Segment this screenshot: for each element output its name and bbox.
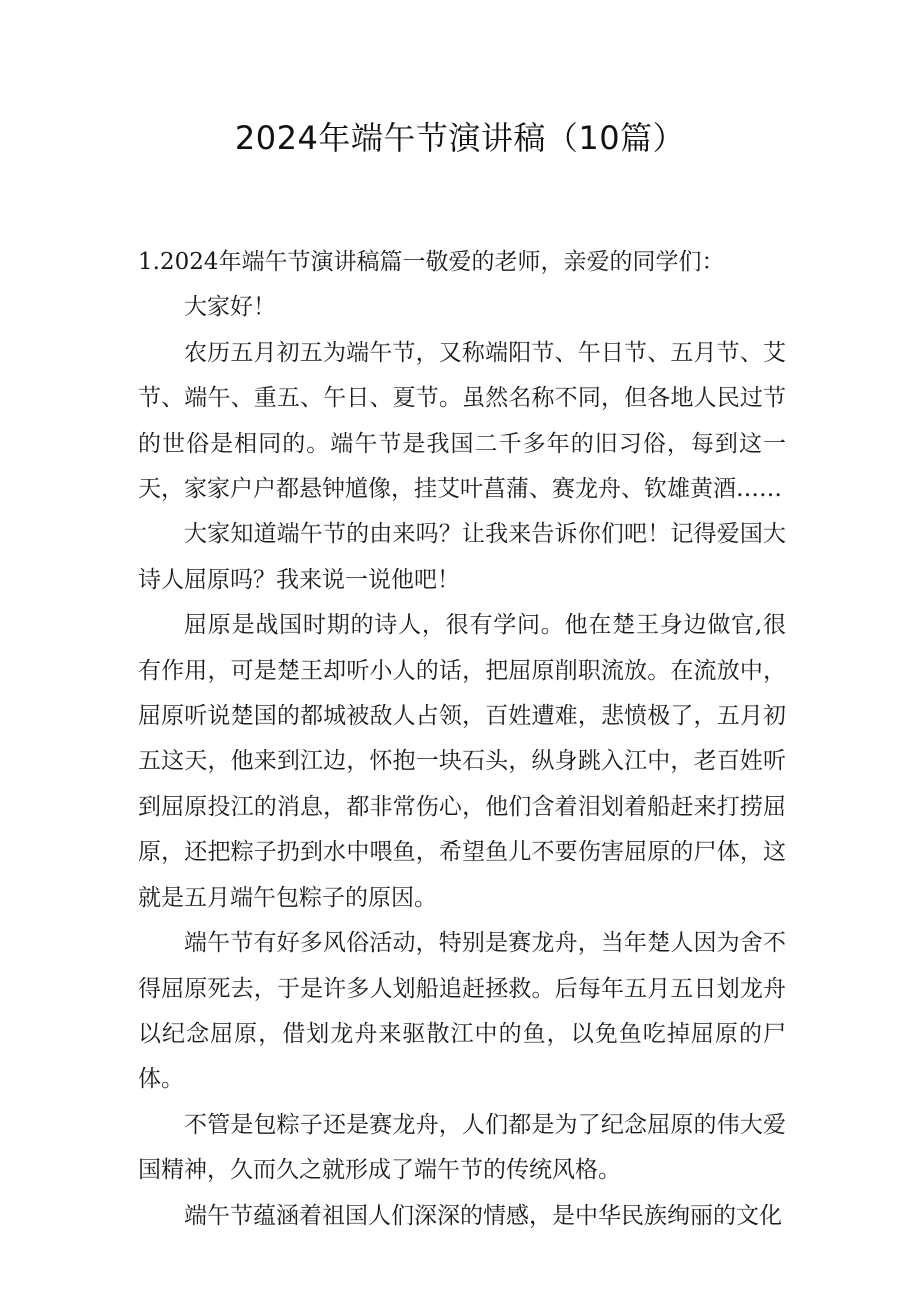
document-title: 2024年端午节演讲稿（10篇） (234, 119, 686, 157)
paragraph-festival-names: 农历五月初五为端午节，又称端阳节、午日节、五月节、艾节、端午、重五、午日、夏节。虽然名称不同，但各地人民过节的世俗是相同的。端午节是我国二千多年的旧习俗，每到这一天，家家户户都悬钟馗像，挂艾叶菖蒲、赛龙舟、钦雄黄酒…… (138, 339, 786, 503)
paragraph-commemoration: 不管是包粽子还是赛龙舟，人们都是为了纪念屈原的伟大爱国精神，久而久之就形成了端午节的传统风格。 (138, 1111, 786, 1184)
paragraph-culture: 端午节蕴涵着祖国人们深深的情感，是中华民族绚丽的文化 (184, 1202, 782, 1229)
document-body (138, 240, 786, 1239)
paragraph-greeting: 大家好！ (184, 294, 276, 321)
paragraph-dragon-boat: 端午节有好多风俗活动，特别是赛龙舟，当年楚人因为舍不得屈原死去，于是许多人划船追赶拯救。后每年五月五日划龙舟以纪念屈原，借划龙舟来驱散江中的鱼，以免鱼吃掉屈原的尸体。 (138, 930, 786, 1093)
paragraph-origin-question: 大家知道端午节的由来吗？让我来告诉你们吧！记得爱国大诗人屈原吗？我来说一说他吧！ (138, 521, 786, 593)
paragraph-heading-line: 1.2024年端午节演讲稿篇一敬爱的老师，亲爱的同学们： (138, 249, 725, 275)
paragraph-qu-yuan-story: 屈原是战国时期的诗人，很有学问。他在楚王身边做官,很有作用，可是楚王却听小人的话，把屈原削职流放。在流放中，屈原听说楚国的都城被敌人占领，百姓遭难，悲愤极了，五月初五这天，他来到江边，怀抱一块石头，纵身跳入江中，老百姓听到屈原投江的消息，都非常伤心，他们含着泪划着船赶来打捞屈原，还把粽子扔到水中喂鱼，希望鱼儿不要伤害屈原的尸体，这就是五月端午包粽子的原因。 (138, 612, 786, 911)
